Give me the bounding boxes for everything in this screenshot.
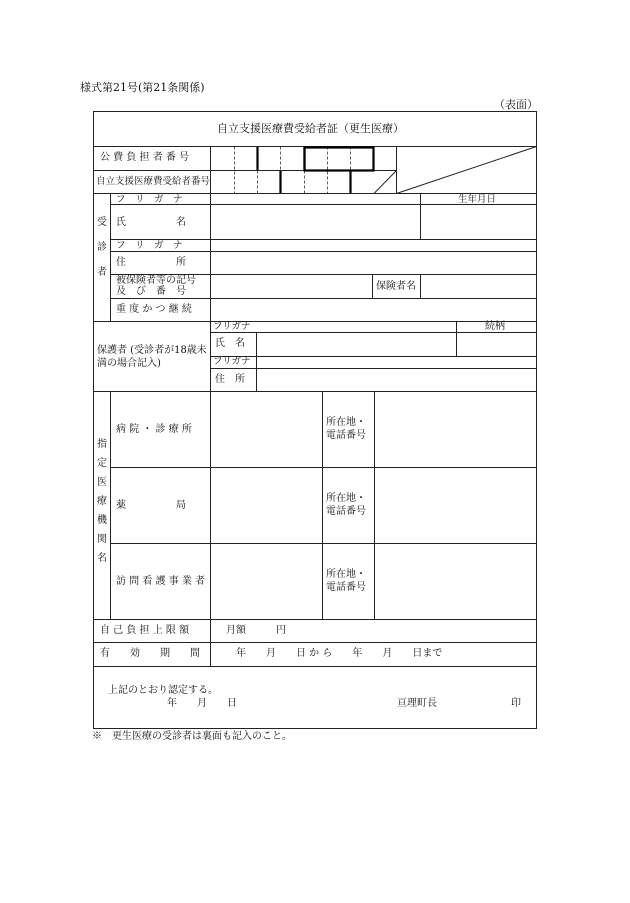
copay-limit-value: 月額 円 — [226, 625, 286, 636]
address-furigana-label: フ リ ガ ナ — [116, 240, 183, 251]
birthdate-label: 生年月日 — [458, 194, 497, 205]
mayor-label: 亘理町長 — [397, 698, 437, 709]
hospital-location-label-2: 電話番号 — [326, 430, 366, 441]
certification-date: 年 月 日 — [167, 698, 237, 709]
pharmacy-label: 薬 局 — [116, 500, 186, 511]
guardian-label: 保護者 (受診者が18歳未満の場合記入) — [97, 345, 207, 369]
guardian-address-label: 住 所 — [215, 374, 245, 385]
certification-statement: 上記のとおり認定する。 — [108, 685, 218, 696]
guardian-relation-label: 続柄 — [485, 321, 505, 332]
guardian-address-furigana-label: フリガナ — [213, 356, 251, 367]
guardian-name-label: 氏 名 — [215, 338, 245, 349]
insured-symbol-label-1: 被保険者等の記号 — [116, 275, 196, 286]
footnote: ※ 更生医療の受診者は裏面も記入のこと。 — [92, 731, 292, 742]
form-title: 自立支援医療費受給者証（更生医療） — [217, 122, 404, 135]
hospital-label: 病 院 ・ 診 療 所 — [116, 424, 192, 435]
recipient-number-label: 自立支援医療費受給者番号 — [96, 176, 211, 187]
institution-group-label: 指 定 医 療 機 関 名 — [97, 439, 107, 564]
pharmacy-location-label-1: 所在地・ — [326, 493, 366, 504]
severe-continuous-label: 重 度 か つ 継 続 — [116, 304, 192, 315]
copay-limit-label: 自 己 負 担 上 限 額 — [100, 625, 190, 636]
insurer-name-label: 保険者名 — [376, 281, 416, 292]
patient-name-label: 氏 名 — [116, 217, 186, 228]
nursing-label: 訪 問 看 護 事 業 者 — [116, 576, 206, 587]
hospital-location-label-1: 所在地・ — [326, 417, 366, 428]
patient-furigana-label: フ リ ガ ナ — [116, 194, 183, 205]
insured-symbol-label-2: 及 び 番 号 — [116, 286, 186, 297]
validity-value: 年 月 日 か ら 年 月 日まで — [236, 648, 443, 659]
nursing-location-label-2: 電話番号 — [326, 582, 366, 593]
patient-group-label: 受 診 者 — [97, 217, 107, 278]
validity-label: 有 効 期 間 — [100, 648, 200, 659]
nursing-location-label-1: 所在地・ — [326, 569, 366, 580]
form-number: 様式第21号(第21条関係) — [80, 81, 205, 94]
pharmacy-location-label-2: 電話番号 — [326, 506, 366, 517]
public-payer-number-label: 公 費 負 担 者 番 号 — [100, 152, 190, 163]
patient-address-label: 住 所 — [116, 257, 186, 268]
guardian-furigana-label: フリガナ — [213, 321, 251, 332]
seal-mark: 印 — [511, 698, 521, 709]
side-label: （表面） — [494, 98, 538, 111]
